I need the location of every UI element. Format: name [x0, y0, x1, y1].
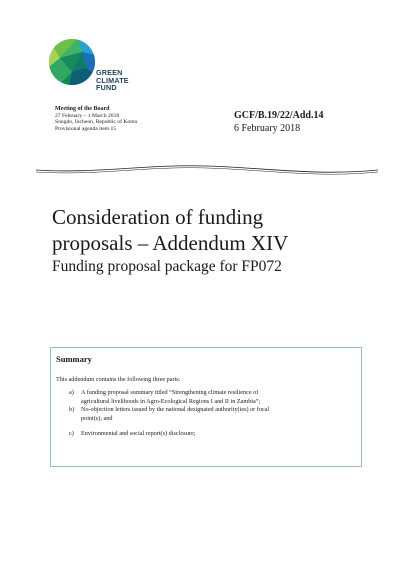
title-line-1: Consideration of funding — [52, 205, 264, 229]
meeting-location: Songdo, Incheon, Republic of Korea — [55, 119, 138, 126]
document-title-block — [52, 204, 382, 277]
document-reference — [234, 109, 323, 135]
meeting-title: Meeting of the Board — [55, 106, 110, 112]
subtitle: Funding proposal package for FP072 — [52, 258, 282, 275]
summary-heading: Summary — [56, 354, 92, 364]
summary-intro: This addendum contains the following three parts: — [56, 376, 181, 383]
list-marker: a) — [69, 389, 74, 396]
summary-list — [69, 389, 354, 439]
list-item: b) No-objection letters issued by the national designated authority(ies) or focal point(s); and — [69, 406, 270, 422]
meeting-info — [55, 106, 137, 132]
document-code: GCF/B.19/22/Add.14 — [234, 110, 324, 121]
title-line-2: proposals – Addendum XIV — [52, 231, 289, 255]
list-item: a) A funding proposal summary titled “Strengthening climate resilience of agricultural livelihoods in Agro-Ecological Regions I and II in Zambia”; — [69, 389, 261, 405]
meeting-dates: 27 February – 1 March 2018 — [55, 112, 120, 119]
document-date: 6 February 2018 — [234, 123, 301, 134]
logo-wordmark: GREEN CLIMATE FUND — [96, 68, 129, 93]
meeting-agenda-item: Provisional agenda item 15 — [55, 125, 117, 132]
wave-divider — [36, 160, 378, 182]
list-item: c) Environmental and social report(s) disclosure; — [69, 430, 196, 438]
green-climate-fund-globe-icon — [48, 38, 100, 90]
list-marker: b) — [69, 406, 75, 414]
summary-box — [50, 347, 362, 467]
list-marker: c) — [69, 430, 74, 438]
